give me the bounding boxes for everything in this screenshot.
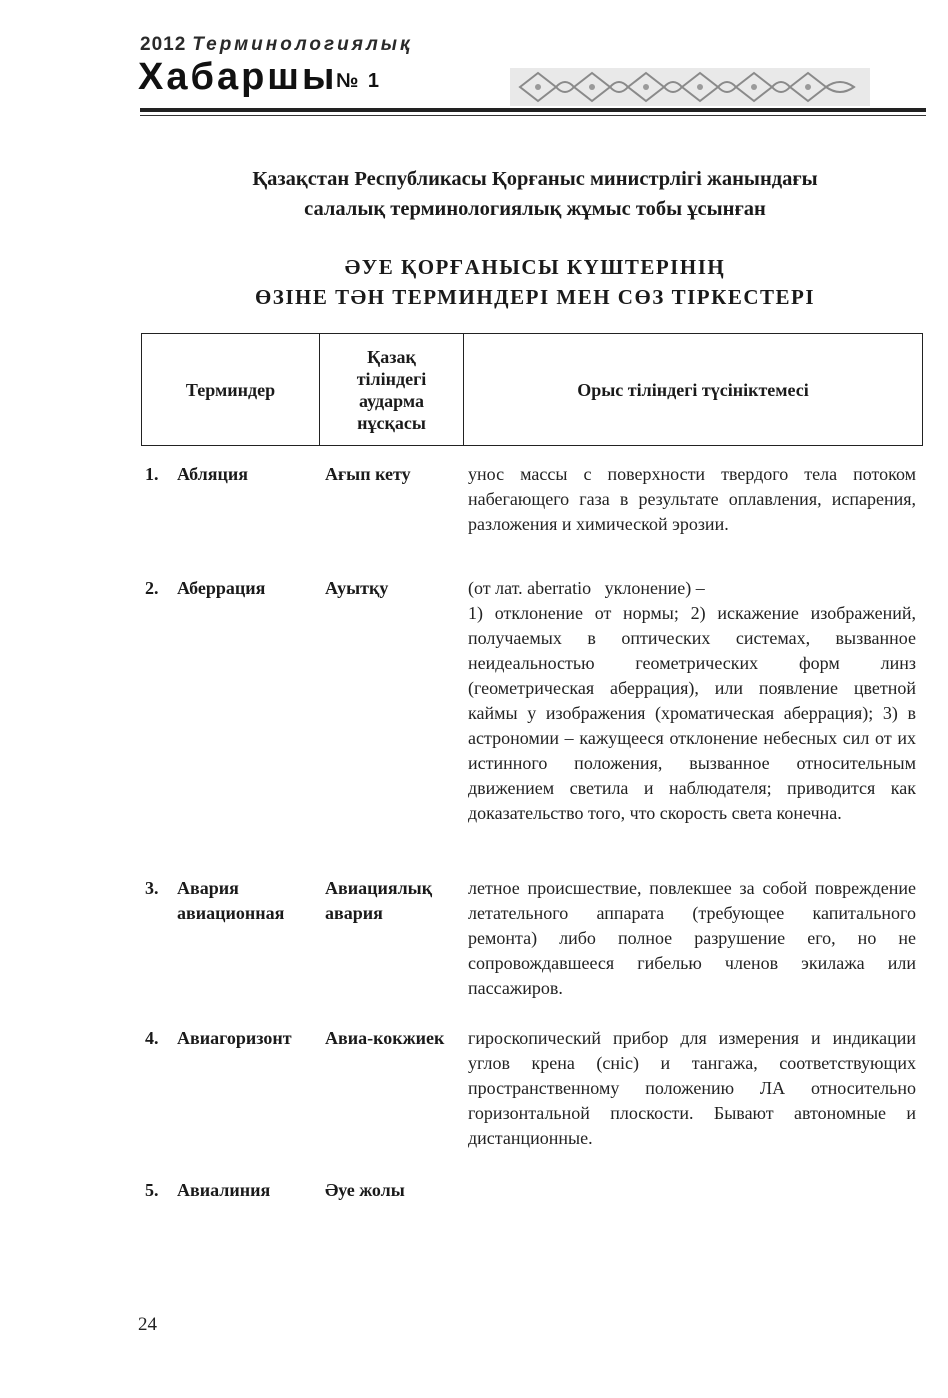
- page-number: 24: [138, 1314, 157, 1335]
- entry-russian: унос массы с поверхности твердого тела потоком набегающего газа в результате оплавления, испарения, разложения и химической эрозии.: [468, 464, 916, 534]
- ornament-pattern-icon: [510, 64, 870, 110]
- entry-term: Авиалиния: [177, 1180, 271, 1200]
- entry-term: Авария авиационная: [177, 878, 285, 923]
- entry-term: Аберрация: [177, 578, 266, 598]
- title-line-1: ӘУЕ ҚОРҒАНЫСЫ КҮШТЕРІНІҢ: [344, 255, 726, 279]
- masthead-title: Хабаршы: [138, 56, 338, 98]
- entry-term: Авиагоризонт: [177, 1028, 292, 1048]
- masthead-rule-thin: [140, 115, 926, 116]
- masthead-rule-thick: [140, 108, 926, 112]
- masthead-issue: № 1: [336, 70, 381, 92]
- column-header-terms: Терминдер: [142, 334, 320, 445]
- title-line-2: ӨЗІНЕ ТӘН ТЕРМИНДЕРІ МЕН СӨЗ ТІРКЕСТЕРІ: [254, 285, 816, 309]
- subtitle-line-2: салалық терминологиялық жұмыс тобы ұсынған: [304, 198, 766, 220]
- entry-russian: 1) отклонение от нормы; 2) искажение изображений, получаемых в оптических системах, вызванное неидеальностью геометрических форм линз (геометрическая аберрация), или появление цветной каймы у изображения (хроматическая аберрация); 3) в астрономии – кажущееся отклонение небесных сил от их истинного положения, вызванное относительным движением светила и наблюдателя; приводится как доказательство того, что скорость света конечна.: [468, 603, 916, 823]
- subtitle-line-1: Қазақстан Республикасы Қорғаныс министрлігі жанындағы: [252, 168, 818, 190]
- entry-number: 4.: [145, 1028, 159, 1048]
- terms-table-header: [141, 333, 923, 446]
- entry-number: 1.: [145, 464, 159, 484]
- masthead-series-line: [140, 34, 413, 56]
- article-title: [140, 252, 930, 312]
- article-subtitle: [140, 164, 930, 224]
- entry-russian: летное происшествие, повлекшее за собой повреждение летательного аппарата (требующее капитального ремонта) либо полное разрушение его, но не сопровождавшееся гибелью членов экилажа или пассажиров.: [468, 878, 916, 998]
- journal-masthead: [138, 34, 928, 124]
- column-header-kazakh: [320, 334, 464, 445]
- column-header-kazakh-label: Қазақ тіліндегі аударма нұсқасы: [356, 346, 427, 433]
- entry-kazakh: Ағып кету: [325, 464, 411, 484]
- entry-kazakh: Авиа-кокжиек: [325, 1028, 445, 1048]
- entry-kazakh: Ауытқу: [325, 578, 389, 598]
- entry-term: Абляция: [177, 464, 248, 484]
- entry-russian-intro: (от лат. aberratio уклонение) –: [468, 578, 705, 598]
- entry-number: 2.: [145, 578, 159, 598]
- column-header-russian: Орыс тіліндегі түсініктемесі: [577, 379, 809, 400]
- entry-russian: гироскопический прибор для измерения и индикации углов крена (сніс) и тангажа, соответствующих пространственному положению ЛА относительно горизонтальной плоскости. Бывают автономные и дистанционные.: [468, 1028, 916, 1148]
- entry-number: 3.: [145, 878, 159, 898]
- entry-russian-block: [468, 576, 916, 826]
- entry-kazakh: Авиациялық авария: [325, 878, 433, 923]
- masthead-year: 2012: [140, 34, 187, 55]
- entry-kazakh: Әуе жолы: [325, 1180, 405, 1200]
- entry-number: 5.: [145, 1180, 159, 1200]
- masthead-series: Терминологиялық: [192, 34, 413, 55]
